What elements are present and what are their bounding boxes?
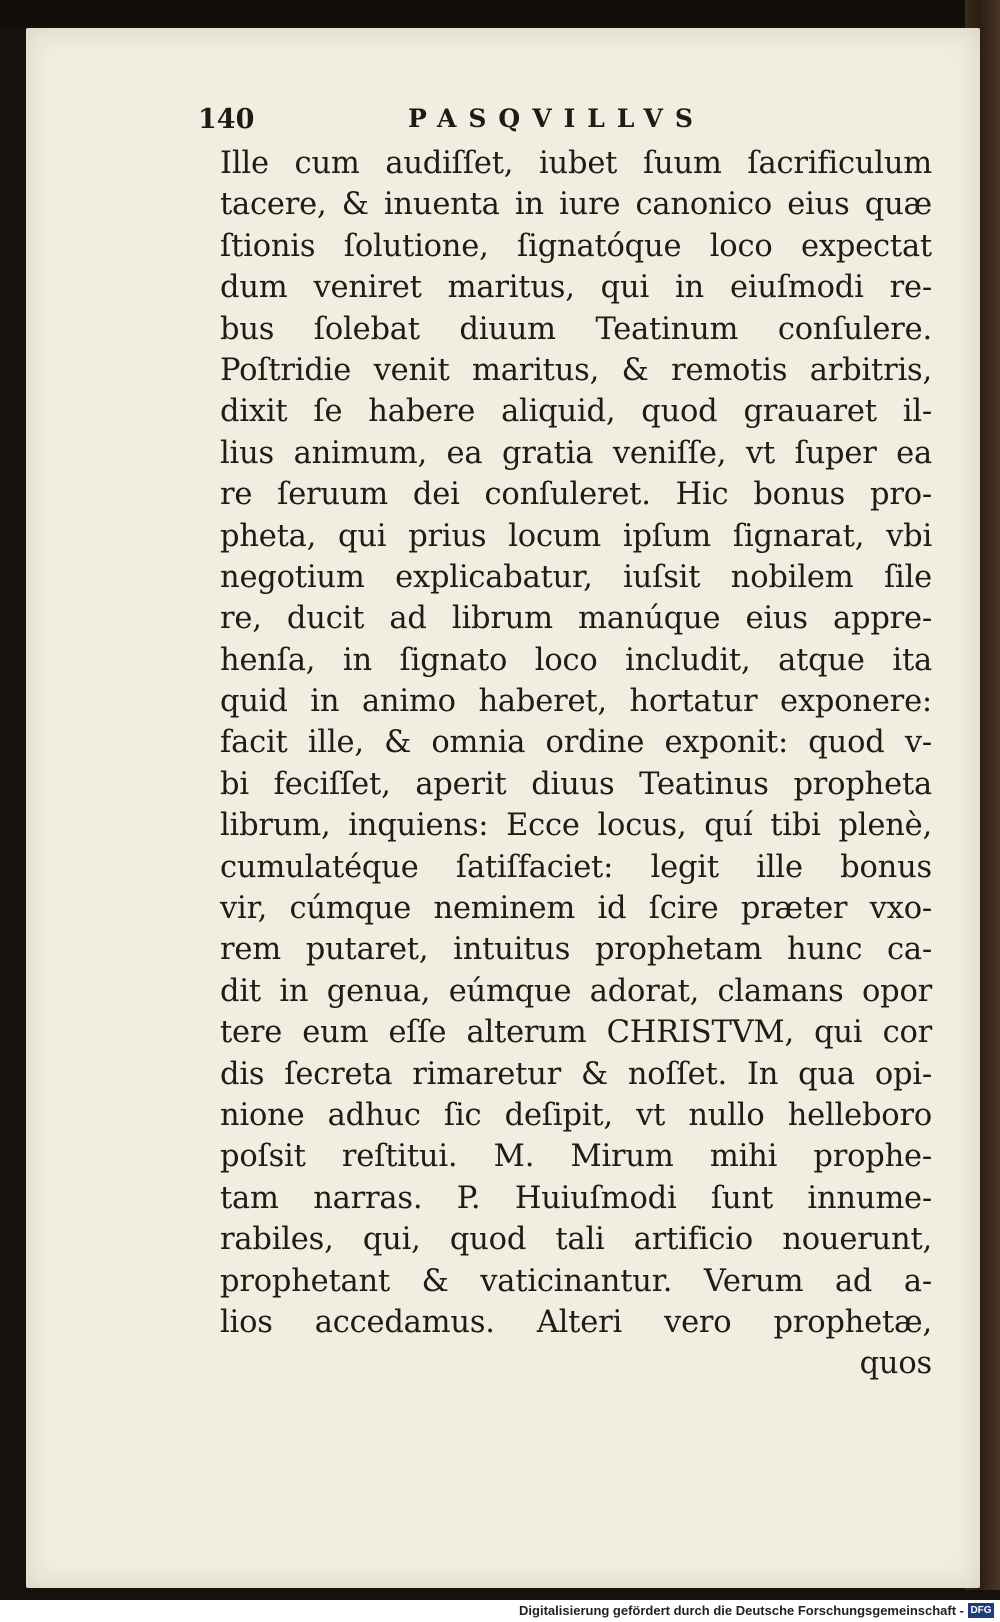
text-line: cumulatéque ſatiſfaciet: legit ille bonus [220, 849, 932, 885]
text-line: poſsit reſtitui. M. Mirum mihi prophe- [220, 1139, 932, 1175]
text-line: dixit ſe habere aliquid, quod grauaret il- [220, 394, 932, 430]
text-line: rabiles, qui, quod tali artificio nouerunt, [220, 1222, 932, 1258]
text-line: re ſeruum dei conſuleret. Hic bonus pro- [220, 477, 932, 513]
page-number: 140 [198, 104, 255, 135]
body-text [220, 143, 932, 1385]
text-line: re, ducit ad librum manúque eius appre- [220, 601, 932, 637]
text-line: tere eum eſſe alterum CHRISTVM, qui cor [220, 1015, 932, 1051]
text-line: dum veniret maritus, qui in eiuſmodi re- [220, 270, 932, 306]
text-line: lius animum, ea gratia veniſſe, vt ſuper ea [220, 435, 932, 471]
text-line: rem putaret, intuitus prophetam hunc ca- [220, 932, 932, 968]
running-head [0, 104, 1000, 144]
text-line: nione adhuc ſic deſipit, vt nullo helleboro [220, 1097, 932, 1133]
running-title: PASQVILLVS [408, 104, 705, 133]
text-line: pheta, qui prius locum ipſum ſignarat, vbi [220, 518, 932, 554]
scan-top-edge [0, 0, 1000, 26]
text-line: tam narras. P. Huiuſmodi ſunt innume- [220, 1180, 932, 1216]
text-line: vir, cúmque neminem id ſcire præter vxo- [220, 891, 932, 927]
text-line: facit ille, & omnia ordine exponit: quod v- [220, 725, 932, 761]
text-line: dit in genua, eúmque adorat, clamans opor [220, 973, 932, 1009]
text-line: tacere, & inuenta in iure canonico eius quæ [220, 187, 932, 223]
text-line: Poſtridie venit maritus, & remotis arbitris, [220, 352, 932, 388]
text-line: quid in animo haberet, hortatur exponere: [220, 684, 932, 720]
text-line: bus ſolebat diuum Teatinum conſulere. [220, 311, 932, 347]
text-line: lios accedamus. Alteri vero prophetæ, [220, 1304, 932, 1340]
dfg-logo: DFG [968, 1603, 994, 1618]
footer-bar [0, 1600, 1000, 1622]
text-line: Ille cum audiſſet, iubet ſuum ſacrificulum [220, 146, 932, 181]
funding-credit: Digitalisierung gefördert durch die Deutsche Forschungsgemeinschaft - [519, 1603, 964, 1618]
text-line: librum, inquiens: Ecce locus, quí tibi plenè, [220, 808, 932, 844]
text-line: bi feciſſet, aperit diuus Teatinus propheta [220, 766, 932, 802]
text-line: henſa, in ſignato loco includit, atque ita [220, 642, 932, 678]
text-line: negotium explicabatur, iuſsit nobilem ſile [220, 559, 932, 595]
text-line: quos [859, 1346, 932, 1382]
text-line: prophetant & vaticinantur. Verum ad a- [220, 1263, 932, 1299]
text-line: dis ſecreta rimaretur & noſſet. In qua opi- [220, 1056, 932, 1092]
text-line: ſtionis ſolutione, ſignatóque loco expectat [220, 228, 932, 264]
